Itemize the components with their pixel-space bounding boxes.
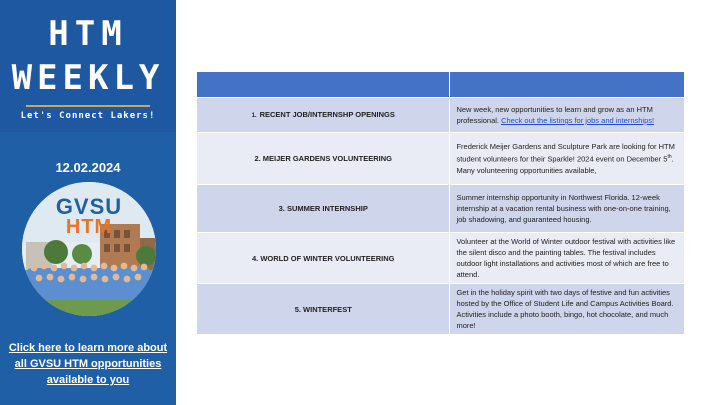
row-description: Get in the holiday spirit with two days of festive and fun activities hosted by the Office of Student Life and Campus Activities Board. Activities include a photo booth, bingo, hot chocolate, and much more! bbox=[450, 284, 685, 335]
group-photo bbox=[22, 182, 156, 316]
row-description bbox=[450, 133, 685, 185]
jobs-listings-link[interactable]: Check out the listings for jobs and internships! bbox=[501, 116, 655, 125]
opportunities-table bbox=[196, 71, 685, 335]
htm-weekly-logo bbox=[0, 0, 176, 132]
issue-date: 12.02.2024 bbox=[55, 160, 121, 175]
row-title: 2. MEIJER GARDENS VOLUNTEERING bbox=[197, 133, 450, 185]
row-title: 3. SUMMER INTERNSHIP bbox=[197, 185, 450, 233]
table-row bbox=[197, 185, 685, 233]
row-description-text: Frederick Meijer Gardens and Sculpture Park are looking for HTM student volunteers for their Sparkle! 2024 event on December 5 bbox=[456, 142, 675, 164]
table-row bbox=[197, 233, 685, 284]
table-header-cell-1 bbox=[197, 72, 450, 98]
table-row bbox=[197, 98, 685, 133]
sidebar bbox=[0, 0, 176, 405]
logo-title-weekly: WEEKLY bbox=[11, 58, 165, 98]
row-description-sup: th bbox=[667, 154, 672, 161]
row-title-text: RECENT JOB/INTERNSHP OPENINGS bbox=[259, 109, 395, 119]
row-description bbox=[450, 98, 685, 133]
row-number: 1. bbox=[251, 112, 257, 119]
logo-title-htm: HTM bbox=[48, 14, 128, 54]
row-title bbox=[197, 98, 450, 133]
logo-divider bbox=[26, 105, 150, 107]
row-description-text-end: . Many volunteering opportunities available, bbox=[456, 154, 674, 175]
row-title: 5. WINTERFEST bbox=[197, 284, 450, 335]
table-header-cell-2 bbox=[450, 72, 685, 98]
table-row bbox=[197, 133, 685, 185]
row-description: Summer internship opportunity in Northwest Florida. 12-week internship at a vacation rental business with one-on-one training, job shadowing, and guaranteed housing. bbox=[450, 185, 685, 233]
photo-text-htm: HTM bbox=[65, 216, 113, 238]
table-header-row bbox=[197, 72, 685, 98]
row-description: Volunteer at the World of Winter outdoor festival with activities like the silent disco and the painting tables. The festival includes outdoor light installations and activities most of which are free to attend. bbox=[450, 233, 685, 284]
logo-tagline: Let's Connect Lakers! bbox=[20, 111, 156, 121]
table-row bbox=[197, 284, 685, 335]
row-description-text: New week, new opportunities to learn and grow as an HTM professional. bbox=[456, 105, 653, 125]
learn-more-link[interactable]: Click here to learn more about all GVSU HTM opportunities available to you bbox=[8, 342, 168, 386]
row-title: 4. WORLD OF WINTER VOLUNTEERING bbox=[197, 233, 450, 284]
photo-text-gvsu: GVSU bbox=[55, 194, 123, 219]
